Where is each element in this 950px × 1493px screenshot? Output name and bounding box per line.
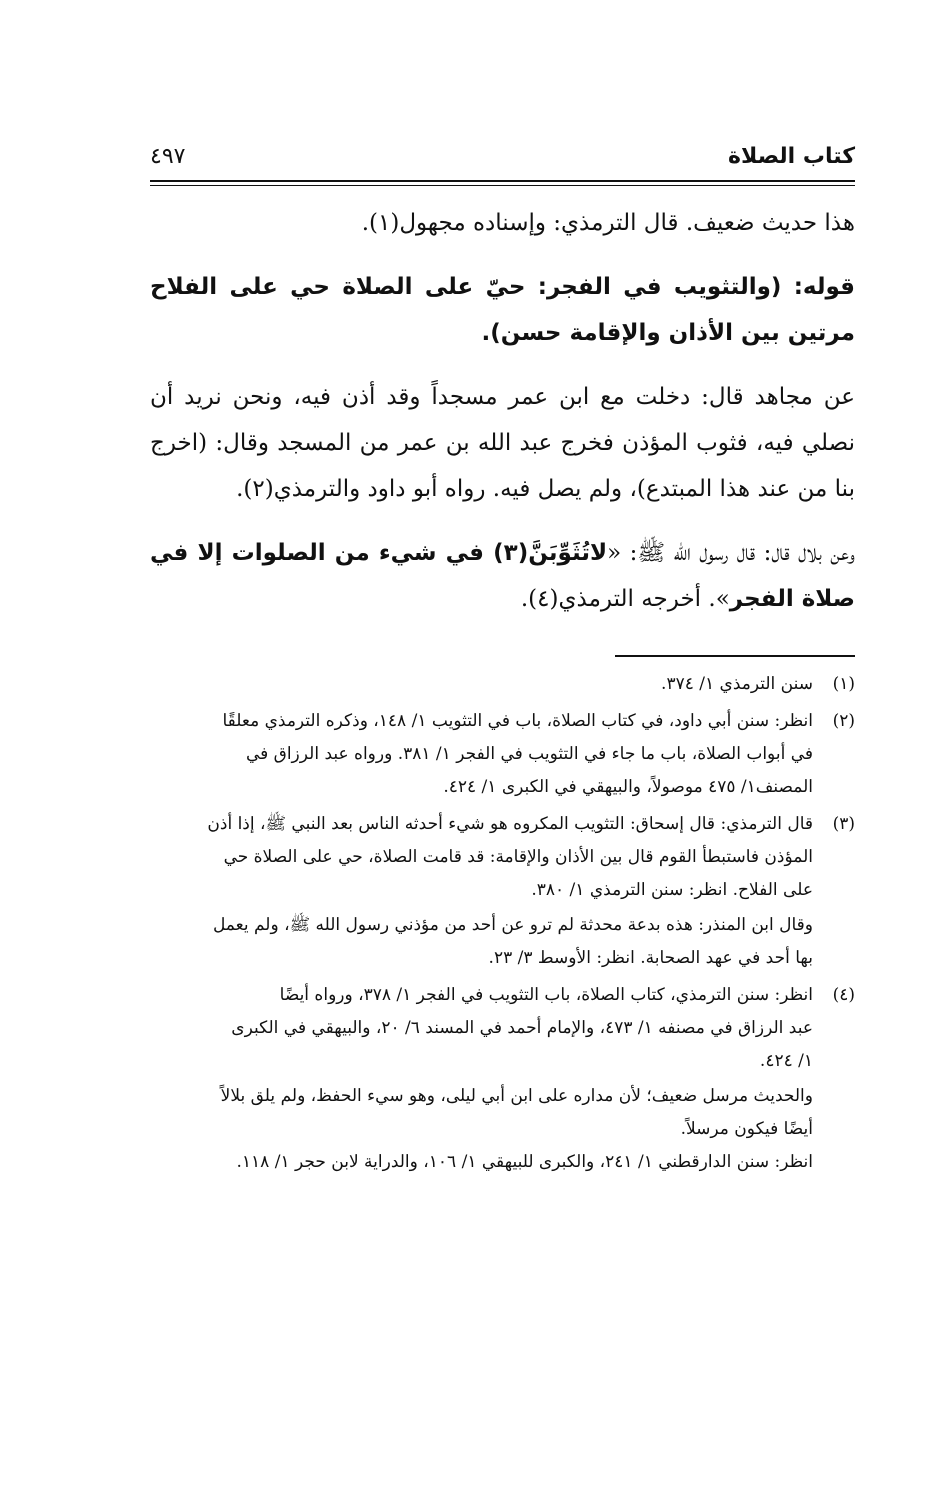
chapter-title: كتاب الصلاة: [728, 144, 855, 169]
footnote-line: انظر: سنن أبي داود، في كتاب الصلاة، باب في التثويب ١/ ١٤٨، وذكره الترمذي معلقًا: [222, 711, 813, 731]
paragraph-3: عن مجاهد قال: دخلت مع ابن عمر مسجداً وقد أذن فيه، ونحن نريد أن نصلي فيه، فثوب المؤذن فخرج عبد الله بن عمر من المسجد وقال: (اخرج بنا من عند هذا المبتدع)، ولم يصل فيه. رواه أبو داود والترمذي(٢).: [150, 384, 855, 502]
footnotes: [150, 668, 855, 1183]
running-header: [150, 138, 855, 182]
footnote-line: بها أحد في عهد الصحابة. انظر: الأوسط ٣/ ٢٣.: [488, 948, 813, 968]
footnote-line: انظر: سنن الترمذي، كتاب الصلاة، باب التثويب في الفجر ١/ ٣٧٨، ورواه أيضًا: [279, 985, 813, 1005]
header-rule-thin: [150, 185, 855, 186]
footnote-line: المصنف١/ ٤٧٥ موصولاً، والبيهقي في الكبرى ١/ ٤٢٤.: [443, 777, 813, 797]
footnote-addendum: [150, 1080, 813, 1179]
footnote-4: [150, 979, 855, 1179]
footnote-line: المؤذن فاستبطأ القوم قال بين الأذان والإقامة: قد قامت الصلاة، حي على الصلاة حي: [223, 847, 813, 867]
footnote-line: عبد الرزاق في مصنفه ١/ ٤٧٣، والإمام أحمد في المسند ٦/ ٢٠، والبيهقي في الكبرى: [231, 1018, 813, 1038]
footnote-line: على الفلاح. انظر: سنن الترمذي ١/ ٣٨٠.: [531, 880, 813, 900]
footnote-line: وقال ابن المنذر: هذه بدعة محدثة لم ترو عن أحد من مؤذني رسول الله ﷺ، ولم يعمل: [212, 915, 813, 935]
paragraph-4-prefix: وعن بلال قال: قال رسول الله ﷺ: «: [607, 540, 856, 566]
footnote-line: والحديث مرسل ضعيف؛ لأن مداره على ابن أبي ليلى، وهو سيء الحفظ، ولم يلق بلالاً: [220, 1086, 813, 1106]
paragraph-2-quote: قوله: (والتثويب في الفجر: حيّ على الصلاة حي على الفلاح مرتين بين الأذان والإقامة حسن).: [150, 274, 855, 346]
footnote-number: (٢): [832, 711, 855, 731]
footnote-line: في أبواب الصلاة، باب ما جاء في التثويب في الفجر ١/ ٣٨١. ورواه عبد الرزاق في: [245, 744, 813, 764]
paragraph-4-suffix: ». أخرجه الترمذي(٤).: [520, 586, 730, 612]
header-rule-thick: [150, 180, 855, 182]
footnote-line: انظر: سنن الدارقطني ١/ ٢٤١، والكبرى للبيهقي ١/ ١٠٦، والدراية لابن حجر ١/ ١١٨.: [236, 1152, 813, 1172]
footnote-3: [150, 808, 855, 975]
paragraph-1: هذا حديث ضعيف. قال الترمذي: وإسناده مجهول(١).: [361, 210, 855, 236]
footnote-line: سنن الترمذي ١/ ٣٧٤.: [661, 674, 813, 694]
page-number: ٤٩٧: [150, 144, 186, 169]
main-text: [150, 200, 855, 640]
footnote-addendum: [150, 909, 813, 975]
footnote-line: ١/ ٤٢٤.: [759, 1051, 813, 1071]
footnote-number: (١): [832, 674, 855, 694]
paragraph-4: [150, 530, 855, 622]
footnote-number: (٣): [832, 814, 855, 834]
footnote-1: [150, 668, 855, 701]
footnote-line: قال الترمذي: قال إسحاق: التثويب المكروه هو شيء أحدثه الناس بعد النبي ﷺ، إذا أذن: [207, 814, 813, 834]
paragraph-4-hadith: لاتُثَوِّبَنَّ(٣) في شيء من الصلوات إلا في صلاة الفجر: [150, 540, 855, 612]
footnote-number: (٤): [832, 985, 855, 1005]
footnote-separator: [615, 655, 855, 657]
footnote-line: أيضًا فيكون مرسلاً.: [680, 1119, 813, 1139]
footnote-2: [150, 705, 855, 804]
